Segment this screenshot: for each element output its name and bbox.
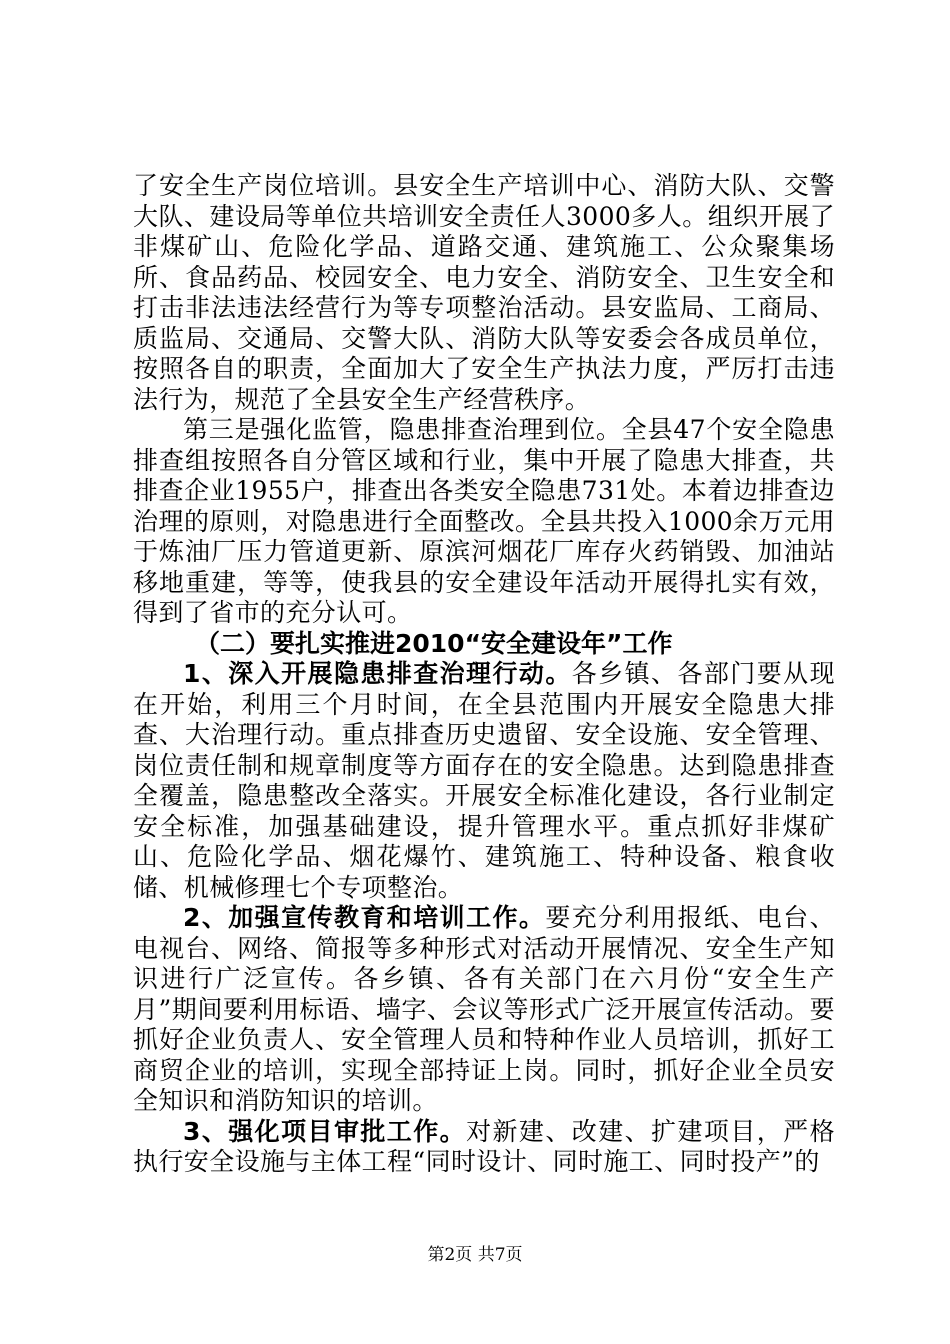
- item-3-text: 对新建、改建、扩建项目，严格执行安全设施与主体工程“同时设计、同时施工、同时投产”的: [133, 1116, 836, 1176]
- paragraph-item-1: [133, 659, 835, 903]
- item-1-text: 各乡镇、各部门要从现在开始，利用三个月时间，在全县范围内开展安全隐患大排查、大治理行动。重点排查历史遗留、安全设施、安全管理、岗位责任制和规章制度等方面存在的安全隐患。达到隐患排查全覆盖，隐患整改全落实。开展安全标准化建设，各行业制定安全标准，加强基础建设，提升管理水平。重点抓好非煤矿山、危险化学品、烟花爆竹、建筑施工、特种设备、粮食收储、机械修理七个专项整治。: [133, 659, 835, 902]
- item-1-title: 1、深入开展隐患排查治理行动。: [183, 659, 572, 688]
- paragraph-training-summary: 了安全生产岗位培训。县安全生产培训中心、消防大队、交警大队、建设局等单位共培训安全责任人3000多人。组织开展了非煤矿山、危险化学品、道路交通、建筑施工、公众聚集场所、食品药品、校园安全、电力安全、消防安全、卫生安全和打击非法违法经营行为等专项整治活动。县安监局、工商局、质监局、交通局、交警大队、消防大队等安委会各成员单位，按照各自的职责，全面加大了安全生产执法力度，严厉打击违法行为，规范了全县安全生产经营秩序。: [133, 171, 835, 414]
- paragraph-item-2: [133, 903, 835, 1117]
- item-2-text: 要充分利用报纸、电台、电视台、网络、简报等多种形式对活动开展情况、安全生产知识进行广泛宣传。各乡镇、各有关部门在六月份“安全生产月”期间要利用标语、墙字、会议等形式广泛开展宣传活动。要抓好企业负责人、安全管理人员和特种作业人员培训，抓好工商贸企业的培训，实现全部持证上岗。同时，抓好企业全员安全知识和消防知识的培训。: [133, 903, 835, 1115]
- section-heading: （二）要扎实推进2010“安全建设年”工作: [195, 628, 673, 658]
- item-2-title: 2、加强宣传教育和培训工作。: [183, 903, 546, 932]
- document-body: [133, 171, 835, 1178]
- item-3-title: 3、强化项目审批工作。: [183, 1116, 467, 1146]
- paragraph-item-3: [133, 1117, 835, 1178]
- page-number-footer: 第2页 共7页: [427, 1245, 523, 1265]
- paragraph-hazard-inspection: 第三是强化监管，隐患排查治理到位。全县47个安全隐患排查组按照各自分管区域和行业，集中开展了隐患大排查，共排查企业1955户，排查出各类安全隐患731处。本着边排查边治理的原则，对隐患进行全面整改。全县共投入1000余万元用于炼油厂压力管道更新、原滨河烟花厂库存火药销毁、加油站移地重建，等等，使我县的安全建设年活动开展得扎实有效，得到了省市的充分认可。: [133, 415, 835, 627]
